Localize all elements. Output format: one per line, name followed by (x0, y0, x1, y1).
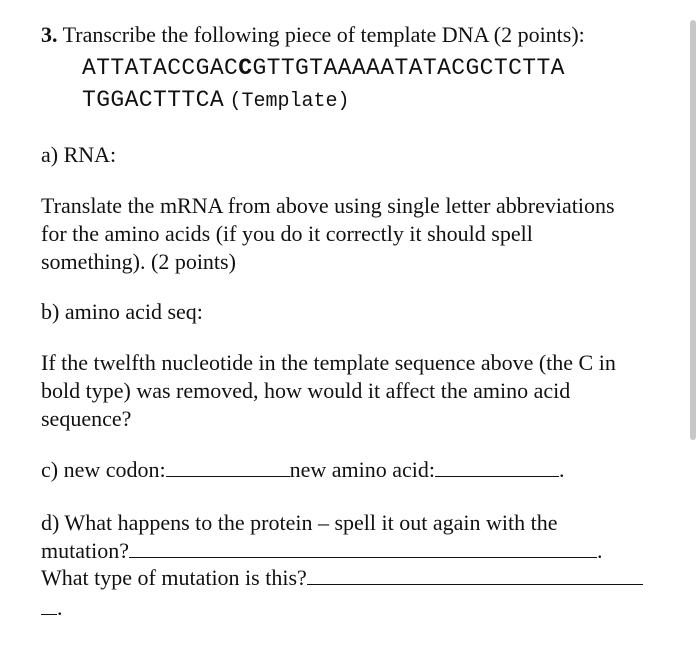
continuation-period: . (57, 595, 63, 620)
dna-bold-nucleotide: C (238, 55, 253, 81)
part-c-row (41, 457, 565, 483)
part-c-period: . (559, 457, 565, 482)
dna-part-2: GTTGTAAAAATATACGCTCTTA (252, 55, 565, 81)
mutation-type-question: What type of mutation is this? (41, 565, 307, 590)
dna-part-1: ATTATACCGAC (82, 55, 239, 81)
part-d-period: . (596, 538, 603, 563)
mutation-question-1: If the twelfth nucleotide in the template sequence above (the C in (41, 350, 616, 375)
part-a-label: a) RNA: (41, 142, 117, 167)
new-codon-blank[interactable] (166, 457, 290, 477)
new-amino-acid-label: new amino acid: (289, 457, 436, 482)
question-header (41, 22, 585, 48)
translate-instructions-3: something). (2 points) (41, 249, 236, 274)
mutation-type-blank[interactable] (307, 565, 643, 585)
protein-answer-blank[interactable] (129, 538, 597, 558)
dna-sequence-line-2 (82, 86, 350, 115)
scrollbar[interactable] (690, 20, 696, 440)
dna-line-2: TGGACTTTCA (82, 87, 225, 113)
part-d-row (41, 538, 602, 564)
mutation-type-row (41, 565, 643, 591)
mutation-question-3: sequence? (41, 406, 132, 431)
mutation-question-2: bold type) was removed, how would it affect the amino acid (41, 378, 571, 403)
new-amino-acid-blank[interactable] (435, 457, 559, 477)
continuation-row (41, 595, 63, 621)
part-b-label: b) amino acid seq: (41, 299, 203, 324)
translate-instructions-1: Translate the mRNA from above using single letter abbreviations (41, 193, 615, 218)
translate-instructions-2: for the amino acids (if you do it correctly it should spell (41, 221, 533, 246)
continuation-blank[interactable] (41, 595, 57, 615)
part-d-question-1: d) What happens to the protein – spell it out again with the (41, 510, 558, 535)
question-prompt: Transcribe the following piece of template DNA (2 points): (62, 22, 585, 47)
part-d-question-2: mutation? (41, 538, 129, 563)
question-number: 3. (41, 22, 58, 47)
new-codon-label: c) new codon: (41, 457, 166, 482)
dna-sequence-line-1 (82, 55, 565, 81)
template-label: (Template) (229, 90, 350, 113)
